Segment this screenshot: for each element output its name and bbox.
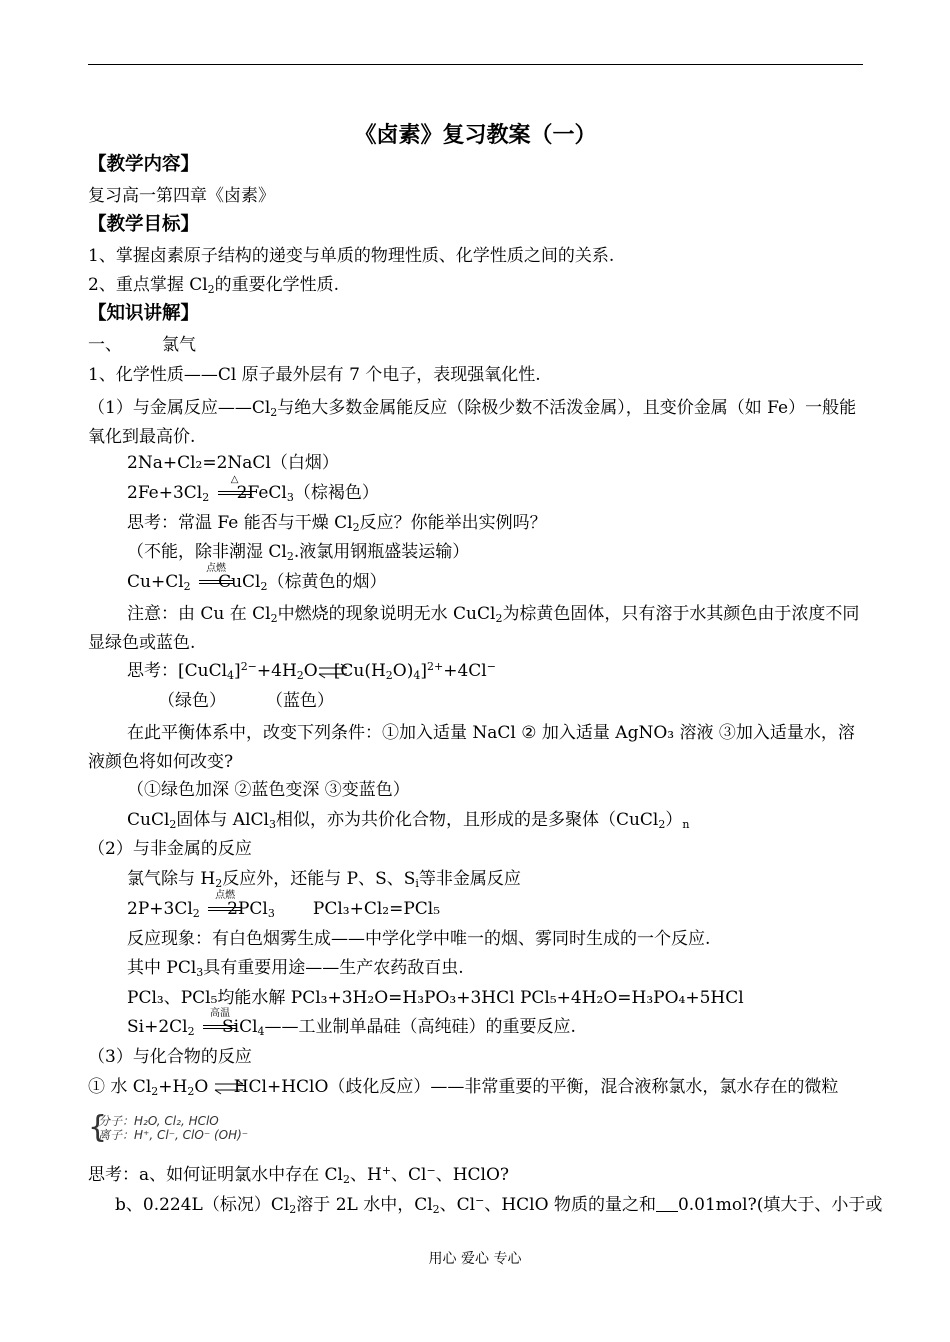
nonmetal-text: 氯气除与 $H_2$反应外，还能与 P、S、$S_i$等非金属反应 xyxy=(127,869,521,890)
part-1-title: 一、 氯气 xyxy=(88,335,196,355)
condition-ignite: 点燃 xyxy=(205,898,245,916)
equation-si: $Si+2Cl_2$ 高温 SiCl$_4$——工业制单晶硅（高纯硅）的重要反应. xyxy=(127,1008,576,1038)
equation-na: 2Na+Cl₂=2NaCl（白烟） xyxy=(127,453,339,473)
content-text: 复习高一第四章《卤素》 xyxy=(88,186,275,206)
condition-ignite: 点燃 xyxy=(196,571,236,589)
condition-high-temp: 高温 xyxy=(200,1016,240,1034)
hydrolysis-text: PCl₃、PCl₅均能水解 PCl₃+3H₂O=H₃PO₃+3HCl PCl₅+4H₂O=H₃PO₄+5HCl xyxy=(127,988,744,1008)
brace-icon: { xyxy=(88,1110,108,1145)
condition-heat: △ xyxy=(215,482,255,500)
equation-fe: $2Fe+3Cl_2$ △ 2FeCl$_3$（棕褐色） xyxy=(127,474,379,504)
note-cu: 注意：由 Cu 在 $Cl_2$中燃烧的现象说明无水 CuCl$_2$为棕黄色固体，只有溶于水其颜色由于浓度不同显绿色或蓝色. xyxy=(88,604,860,653)
equation-cu: $Cu+Cl_2$ 点燃 CuCl$_2$（棕黄色的烟） xyxy=(127,563,387,593)
page-footer: 用心 爱心 专心 xyxy=(428,1251,522,1267)
particles-ions: 离子：H⁺, Cl⁻, ClO⁻ (OH)⁻ xyxy=(98,1128,249,1142)
compound-heading: （3）与化合物的反应 xyxy=(88,1047,252,1067)
nonmetal-heading: （2）与非金属的反应 xyxy=(88,839,252,859)
equation-pcl5: PCl₃+Cl₂=PCl₅ xyxy=(312,899,441,919)
think-b: b、0.224L（标况）$Cl_2$溶于 2L 水中，$Cl_2$、Cl−、HClO 物质的量之和 0.01mol?(填大于、小于或 xyxy=(115,1194,883,1216)
page-title: 《卤素》复习教案（一） xyxy=(354,123,597,148)
chlorine-water-particles xyxy=(88,1110,249,1145)
goal-2: 2、重点掌握 $Cl_2$的重要化学性质. xyxy=(88,275,340,296)
think-2-equilibrium: 思考：$[CuCl_4]^{2-}+4H_2O$ $[Cu(H_2O)_4]^{2+}+4Cl^-$ xyxy=(127,660,496,682)
think-a: 思考：a、如何证明氯水中存在 $Cl_2$、H+、Cl−、HClO? xyxy=(88,1164,510,1186)
use-text: 其中 PCl$_3$具有重要用途——生产农药敌百虫. xyxy=(127,958,464,979)
equation-p: $2P+3Cl_2$ 点燃 2PCl$_3$ PCl₃+Cl₂=PCl₅ xyxy=(127,890,441,920)
equilibrium-answer: （①绿色加深 ②蓝色变深 ③变蓝色） xyxy=(127,780,410,800)
equilibrium-question: 在此平衡体系中，改变下列条件：①加入适量 NaCl ② 加入适量 AgNO₃ 溶液 ③加入适量水，溶液颜色将如何改变? xyxy=(88,723,855,772)
color-labels: （绿色） （蓝色） xyxy=(158,691,334,711)
chem-prop-text: 1、化学性质——Cl 原子最外层有 7 个电子，表现强氧化性. xyxy=(88,365,541,385)
section-heading-knowledge: 【知识讲解】 xyxy=(88,303,200,324)
particles-molecules: 分子：H₂O, Cl₂, HClO xyxy=(98,1114,219,1128)
think-1: 思考：常温 Fe 能否与干燥 $Cl_2$反应？你能举出实例吗？ xyxy=(127,513,547,534)
section-heading-goals: 【教学目标】 xyxy=(88,214,200,235)
water-reaction: ① 水 $Cl_2+H_2O$ HCl+HClO（歧化反应）——非常重要的平衡，混合液称氯水，氯水存在的微粒 xyxy=(88,1077,839,1098)
answer-1: （不能，除非潮湿 $Cl_2$.液氯用钢瓶盛装运输） xyxy=(127,542,470,563)
metal-reaction-text: （1）与金属反应$——Cl_2$与绝大多数金属能反应（除极少数不活泼金属），且变价金属（如 Fe）一般能氧化到最高价. xyxy=(88,398,857,447)
phenomenon-text: 反应现象：有白色烟雾生成——中学化学中唯一的烟、雾同时生成的一个反应. xyxy=(127,929,711,949)
section-heading-content: 【教学内容】 xyxy=(88,154,200,175)
cucl2-note: CuCl$_2$固体与 AlCl$_3$相似，亦为共价化合物，且形成的是多聚体$(CuCl_2)_n$ xyxy=(127,810,690,831)
header-rule xyxy=(88,64,863,65)
goal-1: 1、掌握卤素原子结构的递变与单质的物理性质、化学性质之间的关系. xyxy=(88,246,615,266)
